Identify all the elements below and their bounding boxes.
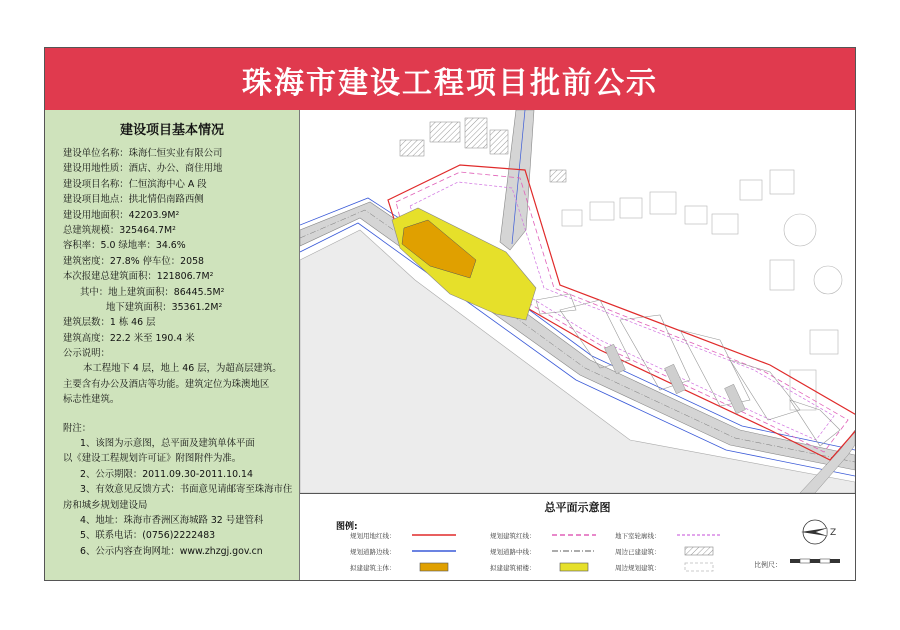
legend-swatch: [552, 546, 596, 556]
info-line: 本次报建总建筑面积：121806.7M²: [63, 271, 214, 283]
info-line: 建设用地性质：酒店、办公、商住用地: [63, 163, 223, 175]
legend-swatch: [552, 562, 596, 572]
legend-label: 周边已建建筑：: [615, 548, 661, 556]
info-line: 建筑层数：1 栋 46 层: [63, 317, 156, 329]
legend-swatch: [677, 562, 721, 572]
legend-label: 拟建建筑主体：: [350, 564, 396, 572]
info-line: 建设单位名称：珠海仁恒实业有限公司: [63, 148, 223, 159]
info-line: 公示说明：: [63, 348, 110, 360]
legend-label: 拟建建筑裙楼：: [490, 564, 536, 572]
description-line: 标志性建筑。: [63, 394, 120, 406]
note-line: 4、地址：珠海市香洲区海城路 32 号建管科: [80, 514, 264, 526]
info-panel-title: 建设项目基本情况: [119, 123, 224, 138]
legend-heading: 图例:: [336, 522, 358, 532]
legend-swatch: [412, 530, 456, 540]
info-line: 建筑高度：22.2 米至 190.4 米: [63, 332, 195, 344]
note-line: 房和城乡规划建设局: [63, 499, 148, 511]
notice-board: [44, 47, 856, 581]
note-line: 1、该图为示意图，总平面及建筑单体平面: [80, 438, 255, 450]
legend-panel: [300, 493, 855, 581]
info-line: 建筑密度：27.8% 停车位：2058: [63, 255, 204, 267]
legend-swatch: [412, 562, 456, 572]
legend-label: 规划道路中线：: [490, 548, 536, 556]
north-label: Z: [830, 528, 837, 538]
legend-label: 规划用地红线：: [350, 532, 396, 540]
legend-title: 总平面示意图: [544, 501, 611, 514]
legend-swatch: [677, 546, 721, 556]
existing-buildings: [400, 118, 566, 182]
page-title: 珠海市建设工程项目批前公示: [242, 66, 658, 101]
info-line: 总建筑规模：325464.7M²: [63, 224, 176, 236]
site-plan-drawing: [300, 110, 855, 493]
legend-label: 规划建筑红线：: [490, 532, 536, 540]
info-line: 建设项目名称：仁恒滨海中心 A 段: [63, 178, 207, 190]
description-line: 主要含有办公及酒店等功能。建筑定位为珠澳地区: [63, 378, 270, 390]
legend-label: 周边规划建筑：: [615, 564, 661, 572]
north-arrow-icon: [797, 512, 837, 552]
note-line: 6、公示内容查询网址：www.zhzgj.gov.cn: [80, 545, 263, 557]
site-plan: [300, 110, 855, 493]
note-line: 3、有效意见反馈方式：书面意见请邮寄至珠海市住: [80, 484, 293, 496]
info-line: 建设项目地点：拱北情侣南路西侧: [63, 194, 204, 206]
legend-label: 规划道路边线：: [350, 548, 396, 556]
legend-swatch: [412, 546, 456, 556]
project-info-panel: [45, 110, 300, 580]
title-banner: [45, 48, 855, 111]
description-line: 本工程地下 4 层，地上 46 层，为超高层建筑。: [83, 363, 282, 375]
info-line: 建设用地面积：42203.9M²: [63, 209, 180, 221]
legend-swatch: [552, 530, 596, 540]
info-line: 容积率：5.0 绿地率：34.6%: [63, 240, 186, 252]
info-list: [63, 146, 291, 559]
note-line: 2、公示期限：2011.09.30-2011.10.14: [80, 468, 253, 480]
info-subline: 地下建筑面积：35361.2M²: [106, 301, 223, 313]
scale-label: 比例尺：: [754, 561, 782, 569]
legend-label: 地下室轮廓线：: [615, 532, 661, 540]
scale-bar: [790, 558, 840, 564]
note-line: 以《建设工程规划许可证》附图附件为准。: [63, 453, 242, 465]
info-subline: 其中：地上建筑面积：86445.5M²: [80, 286, 225, 298]
notes-title: 附注：: [63, 422, 92, 434]
note-line: 5、联系电话：(0756)2222483: [80, 530, 216, 542]
legend-swatch: [677, 530, 721, 540]
